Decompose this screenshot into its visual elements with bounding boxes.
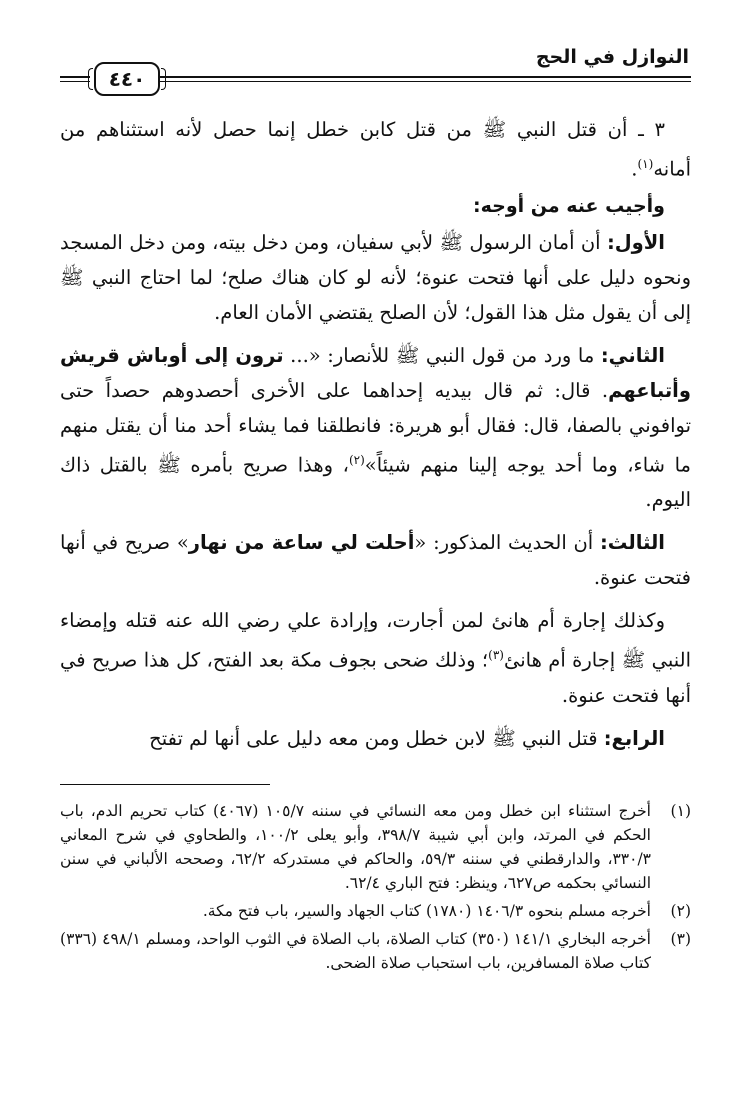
section-heading: وأجيب عنه من أوجه: xyxy=(473,194,665,217)
quote-bold: أحلت لي ساعة من نهار xyxy=(188,531,415,554)
footnote-item xyxy=(60,899,691,923)
point-label: الرابع: xyxy=(603,726,665,750)
point-label: الثالث: xyxy=(599,531,665,554)
page-header xyxy=(60,40,691,100)
point-label: الأول: xyxy=(606,230,665,254)
paragraph-text: ؛ وذلك ضحى بجوف مكة بعد الفتح، كل هذا صريح في أنها فتحت عنوة. xyxy=(60,648,691,707)
paragraph-text: أن أمان الرسول ﷺ لأبي سفيان، ومن دخل بيته، ومن دخل المسجد ونحوه دليل على أنها فتحت عنوة؛ لأنه لو كان هناك صلح؛ لما احتاج النبي ﷺ إلى أن يقول مثل هذا القول؛ لأن الصلح يقتضي الأمان العام. xyxy=(60,230,691,324)
paragraph-second xyxy=(60,338,691,518)
paragraph-text: أن الحديث المذكور: « xyxy=(414,531,600,554)
paragraph-text: ، وهذا صريح بأمره ﷺ بالقتل ذاك اليوم. xyxy=(60,453,691,511)
paragraph-text: ما ورد من قول النبي ﷺ للأنصار: «... xyxy=(283,343,601,367)
paragraph-text: . xyxy=(631,157,638,181)
footnote-ref: (٢) xyxy=(348,452,365,467)
page-number: ٤٤٠ xyxy=(94,62,160,96)
footnote-number: (١) xyxy=(670,802,691,820)
paragraph-text: ٣ ـ أن قتل النبي ﷺ من قتل كابن خطل إنما حصل لأنه استثناهم من أمانه xyxy=(60,118,691,181)
footnote-separator xyxy=(60,784,270,786)
paragraph-text: . قال: ثم قال بيديه إحداهما على الأخرى أحصدوهم حصداً حتى توافوني بالصفا، قال: فقال أبو هريرة: فانطلقنا فما يشاء أحد منا أن يقتل منهم ما شاء، وما أحد يوجه إلينا منهم شيئاً» xyxy=(60,378,691,476)
paragraph-third xyxy=(60,525,691,595)
paragraph-text: » صريح في أنها فتحت عنوة. xyxy=(60,531,691,589)
header-rule xyxy=(160,76,691,78)
main-text xyxy=(60,112,691,756)
paragraph-first xyxy=(60,225,691,330)
paragraph-also xyxy=(60,603,691,713)
footnote-item xyxy=(60,927,691,975)
footnote-number: (٣) xyxy=(670,930,691,948)
point-label: الثاني: xyxy=(600,343,665,367)
paragraph-point-3 xyxy=(60,112,691,187)
paragraph-fourth xyxy=(60,721,691,756)
footnote-text: أخرجه مسلم بنحوه ١٤٠٦/٣ (١٧٨٠) كتاب الجهاد والسير، باب فتح مكة. xyxy=(202,902,651,920)
footnotes xyxy=(60,799,691,975)
paragraph-text: وكذلك إجارة أم هانئ لمن أجارت، وإرادة علي رضي الله عنه قتله وإمضاء النبي ﷺ إجارة أم هانئ xyxy=(60,609,691,672)
paragraph-text: قتل النبي ﷺ لابن خطل ومن معه دليل على أنها لم تفتح xyxy=(149,726,604,750)
footnote-number: (٢) xyxy=(670,902,691,920)
footnote-ref: (٣) xyxy=(488,648,504,662)
footnote-ref: (١) xyxy=(637,157,654,171)
header-rule xyxy=(60,81,90,82)
header-rule xyxy=(160,81,691,82)
footnote-item xyxy=(60,799,691,895)
running-title: النوازل في الحج xyxy=(535,46,689,68)
footnote-text: أخرج استثناء ابن خطل ومن معه النسائي في سننه ١٠٥/٧ (٤٠٦٧) كتاب تحريم الدم، باب الحكم في المرتد، وابن أبي شيبة ٣٩٨/٧، وأبو يعلى ١٠٠/٢، والطحاوي في شرح المعاني ٣٣٠/٣، والدارقطني في سننه ٥٩/٣، والحاكم في مستدركه ٦٢/٢، وصححه الألباني في سنن النسائي بحكمه ص٦٢٧، وينظر: فتح الباري ٦٢/٤. xyxy=(60,802,651,892)
footnote-text: أخرجه البخاري ١٤١/١ (٣٥٠) كتاب الصلاة، باب الصلاة في الثوب الواحد، ومسلم ٤٩٨/١ (٣٣٦) كتاب صلاة المسافرين، باب استحباب صلاة الضحى. xyxy=(60,930,651,972)
quote-bold: ترون إلى أوباش قريش وأتباعهم xyxy=(60,343,691,402)
book-page xyxy=(60,40,691,1072)
header-rule xyxy=(60,76,90,78)
